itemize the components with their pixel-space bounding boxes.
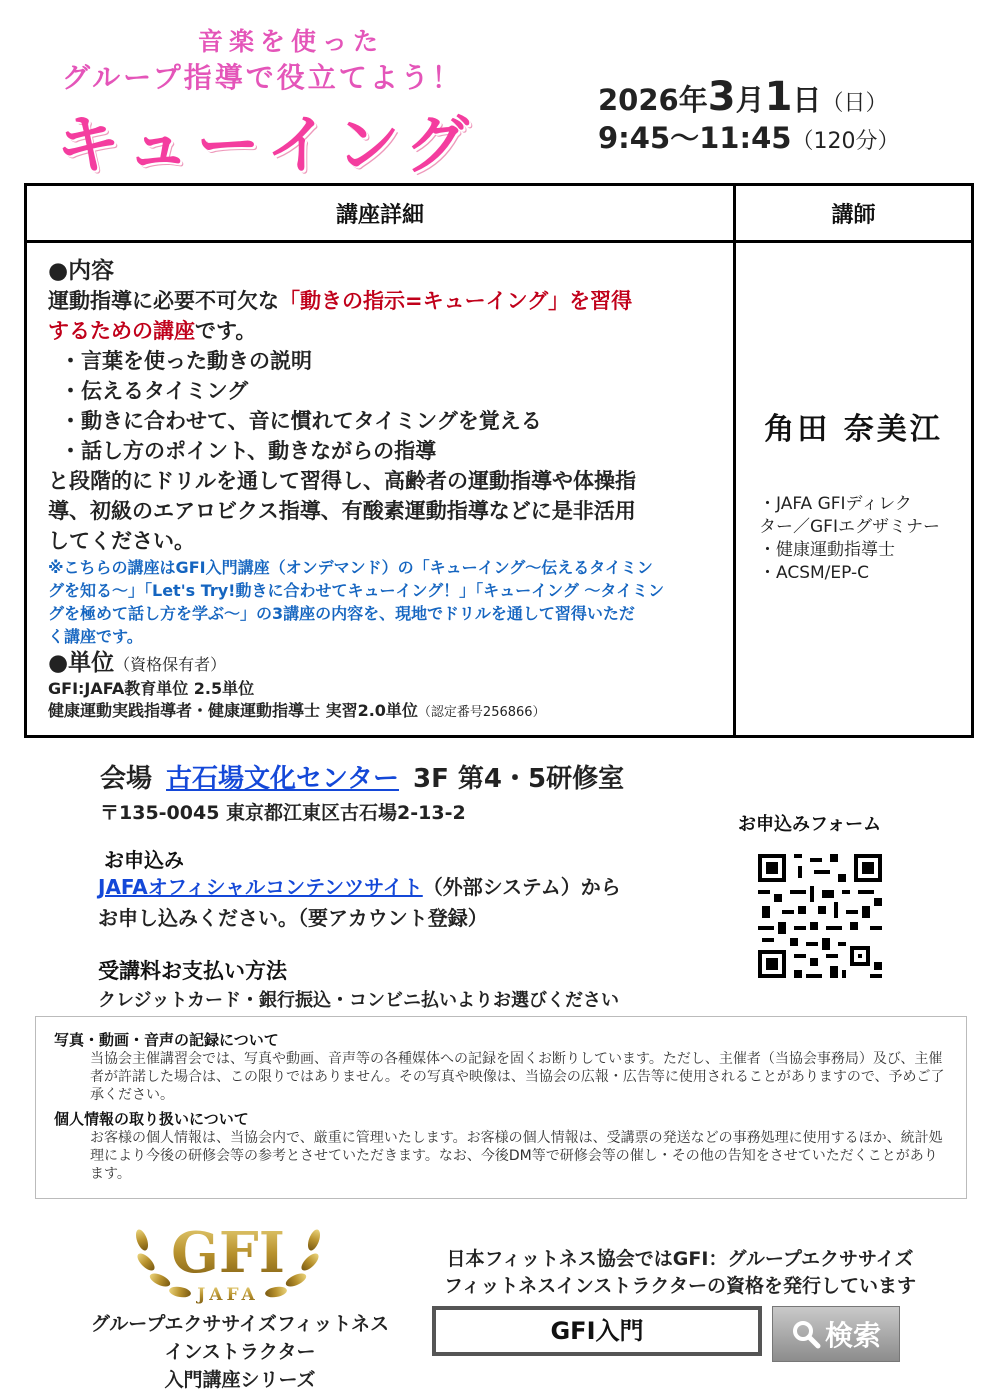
intro-prefix: 運動指導に必要不可欠な xyxy=(48,289,279,313)
note-line: く講座です。 xyxy=(48,627,143,646)
intro-text xyxy=(48,286,714,346)
unit-heading-note: （資格保有者） xyxy=(114,655,227,674)
lecturer-name: 角田 奈美江 xyxy=(764,412,943,447)
payment-text: クレジットカード・銀行振込・コンビニ払いよりお選びください xyxy=(98,990,620,1011)
series-line: グループエクササイズフィットネス xyxy=(90,1313,390,1335)
promo-text xyxy=(420,1246,940,1300)
header-course-detail: 講座詳細 xyxy=(26,185,735,242)
date-month: 3 xyxy=(707,74,736,120)
apply-link[interactable]: JAFAオフィシャルコンテンツサイト xyxy=(98,875,423,899)
unit-heading-row xyxy=(48,648,714,678)
page-title: キューイング xyxy=(56,109,475,183)
promo-line: 日本フィットネス協会ではGFI：グループエクササイズ xyxy=(446,1248,914,1270)
unit-heading: ●単位 xyxy=(48,650,115,676)
apply-text-1: （外部システム）から xyxy=(422,875,621,899)
notice-text-recording: 当協会主催講習会では、写真や動画、音声等の各種媒体への記録を固くお断りしています。ただし、主催者（当協会事務局）及び、主催者が許諾した場合は、この限りではありません。その写真や映像は、当協会の広報・広告等に使用されることがありますので、予めご了承ください。 xyxy=(90,1051,945,1103)
bullet-item: ・言葉を使った動きの説明 xyxy=(60,349,312,373)
intro-suffix: です。 xyxy=(195,319,257,343)
search-icon xyxy=(791,1319,821,1349)
venue-link[interactable]: 古石場文化センター xyxy=(166,764,399,794)
series-line: インストラクター xyxy=(164,1341,316,1363)
course-table xyxy=(24,183,974,738)
body-line: してください。 xyxy=(48,529,195,553)
event-date xyxy=(598,74,887,120)
content-heading: ●内容 xyxy=(48,258,115,284)
course-detail-cell xyxy=(26,242,735,737)
body-line: 導、初級のエアロビクス指導、有酸素運動指導などに是非活用 xyxy=(48,499,636,523)
lecturer-title: ・JAFA GFIディレク xyxy=(759,494,912,514)
promo-line: フィットネスインストラクターの資格を発行しています xyxy=(444,1275,916,1297)
apply-text xyxy=(98,872,621,934)
header-lecturer: 講師 xyxy=(735,185,973,242)
apply-text-2: お申し込みください。（要アカウント登録） xyxy=(98,906,488,930)
qr-label: お申込みフォーム xyxy=(738,814,882,835)
lecturer-title: ・ACSM/EP-C xyxy=(759,563,870,583)
unit-line-2 xyxy=(48,700,714,724)
duration: （120分） xyxy=(791,129,900,154)
notice-box xyxy=(35,1016,967,1199)
subtitle-line2: グループ指導で役立てよう！ xyxy=(62,61,463,94)
gfi-jafa-logo xyxy=(128,1210,328,1310)
date-day-unit: 日 xyxy=(792,83,822,117)
venue-line xyxy=(100,758,624,795)
notice-heading-recording: 写真・動画・音声の記録について xyxy=(54,1031,279,1049)
bullet-item: ・話し方のポイント、動きながらの指導 xyxy=(60,439,437,463)
search-input[interactable]: GFI入門 xyxy=(432,1306,762,1356)
unit-line-2-text: 健康運動実践指導者・健康運動指導士 実習2.0単位 xyxy=(48,701,418,720)
unit-line-1: GFI:JAFA教育単位 2.5単位 xyxy=(48,679,255,698)
date-weekday: （日） xyxy=(821,91,888,116)
logo-main-text: GFI xyxy=(171,1220,285,1286)
body-line: と段階的にドリルを通して習得し、高齢者の運動指導や体操指 xyxy=(48,469,636,493)
payment-heading: 受講料お支払い方法 xyxy=(98,959,287,983)
search-button[interactable] xyxy=(772,1306,900,1362)
date-month-unit: 月 xyxy=(735,83,765,117)
logo-sub-text: JAFA xyxy=(197,1285,259,1305)
bullet-item: ・動きに合わせて、音に慣れてタイミングを覚える xyxy=(60,409,542,433)
lecturer-cell xyxy=(735,242,973,737)
qr-code[interactable] xyxy=(754,850,886,982)
lecturer-title: ター／GFIエグザミナー xyxy=(759,517,940,537)
notice-text-privacy: お客様の個人情報は、当協会内で、厳重に管理いたします。お客様の個人情報は、受講票の発送などの事務処理に使用するほか、統計処理により今後の研修会等の参考とさせていただきます。なお、今後DM等で研修会等の催し・その他の告知をさせていただくことがあります。 xyxy=(90,1130,943,1182)
event-time xyxy=(598,116,899,157)
note-line: ※こちらの講座はGFI入門講座（オンデマンド）の「キューイング〜伝えるタイミン xyxy=(48,558,653,577)
lecturer-titles xyxy=(737,493,970,585)
venue-room: 3F 第4・5研修室 xyxy=(412,764,625,794)
notice-heading-privacy: 個人情報の取り扱いについて xyxy=(54,1110,249,1128)
intro-highlight-2: するための講座 xyxy=(48,319,195,343)
bullet-item: ・伝えるタイミング xyxy=(60,379,249,403)
series-line: 入門講座シリーズ xyxy=(164,1369,316,1391)
date-year: 2026年 xyxy=(598,83,708,117)
search-button-label: 検索 xyxy=(824,1319,881,1352)
subtitle-line1: 音楽を使った xyxy=(198,27,385,56)
time-range: 9:45〜11:45 xyxy=(598,121,792,155)
venue-label: 会場 xyxy=(100,764,153,794)
intro-highlight-1: 「動きの指示=キューイング」を習得 xyxy=(279,289,633,313)
series-caption xyxy=(60,1310,420,1394)
date-day: 1 xyxy=(764,74,793,120)
note-line: グを極めて話し方を学ぶ〜」の3講座の内容を、現地でドリルを通して習得いただ xyxy=(48,604,635,623)
lecturer-title: ・健康運動指導士 xyxy=(759,540,895,560)
apply-heading: お申込み xyxy=(104,848,184,872)
unit-line-2-note: （認定番号256866） xyxy=(417,705,546,720)
note-line: グを知る〜」「Let's Try!動きに合わせてキューイング！」「キューイング 〜タイミン xyxy=(48,581,665,600)
venue-address: 〒135-0045 東京都江東区古石場2-13-2 xyxy=(100,802,466,824)
